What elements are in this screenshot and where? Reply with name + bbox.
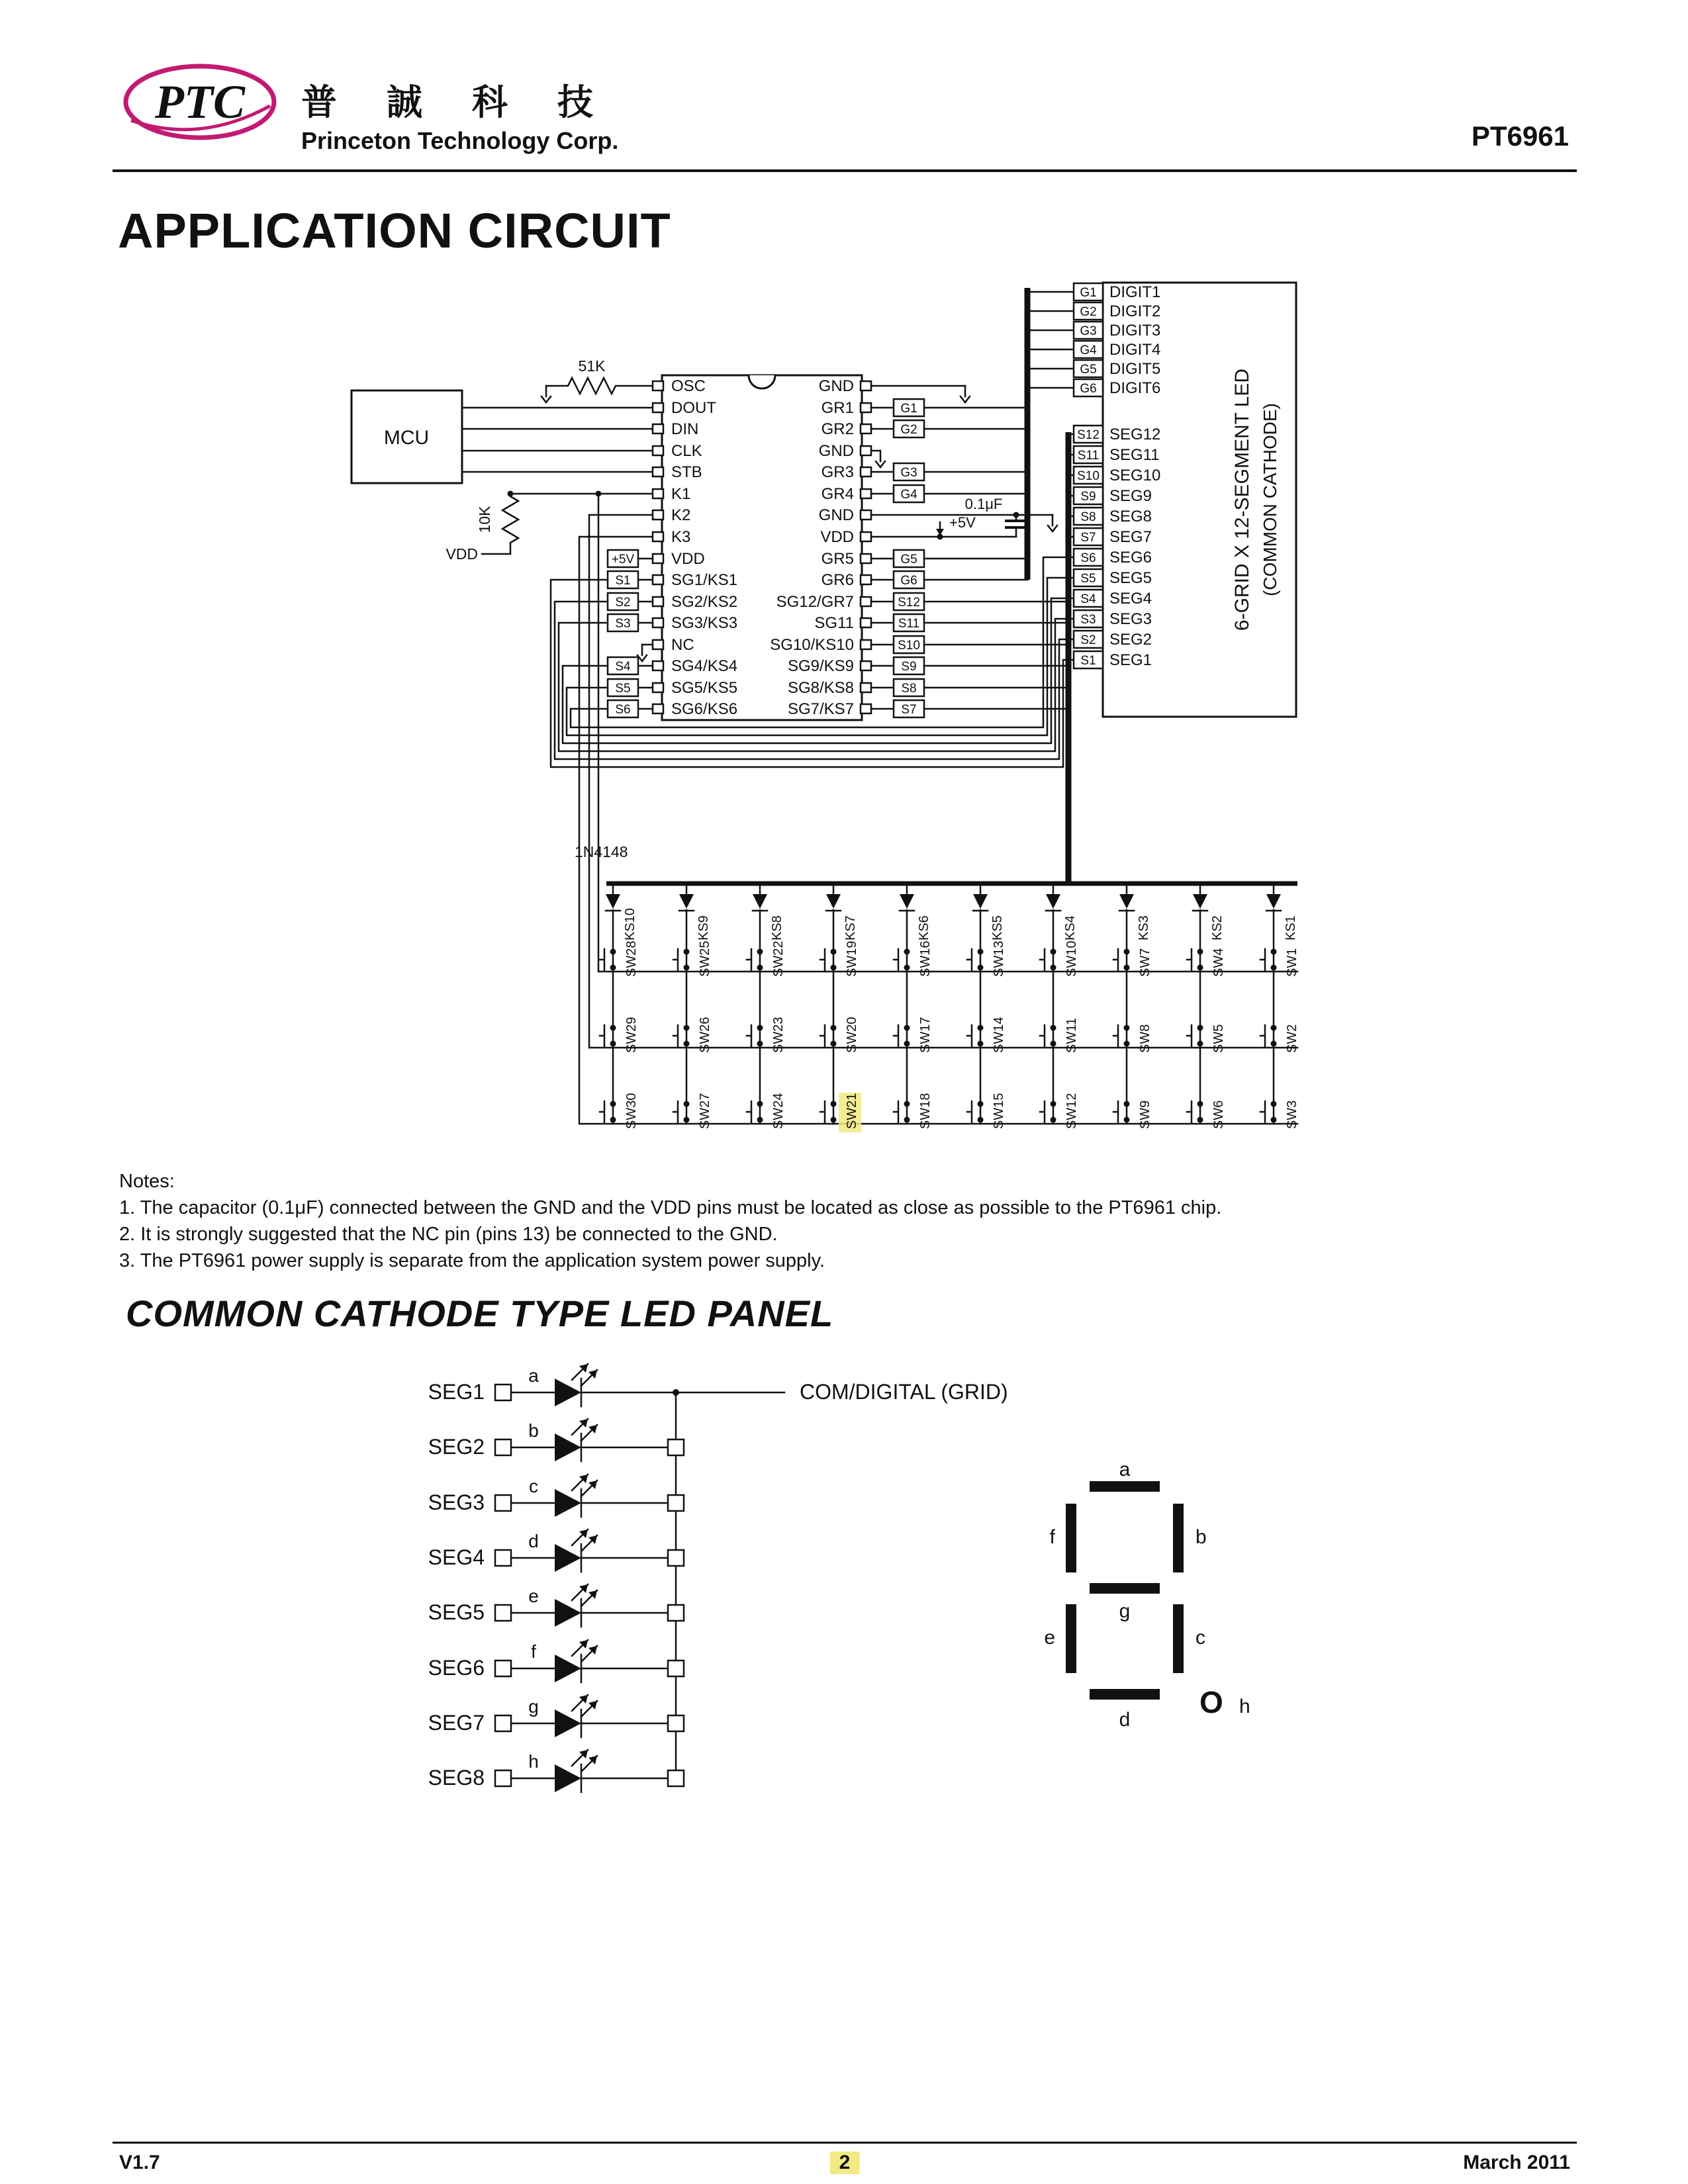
company-logo [119, 60, 285, 152]
led-diode [555, 1750, 597, 1792]
ic-pin-label: GR2 [821, 420, 854, 438]
mcu-block [352, 390, 462, 483]
ks-diode-label: KS6 [917, 915, 931, 940]
ic-left-tags [608, 550, 653, 717]
ks-diode [1266, 894, 1281, 911]
ic-pin-label: VDD [671, 550, 705, 568]
ks-diode-label: KS5 [990, 915, 1005, 940]
footer-version: V1.7 [119, 2152, 160, 2173]
resistor-10k-label: 10K [476, 506, 493, 533]
pin-tag-label: S5 [615, 682, 631, 696]
ks-diode [606, 894, 620, 911]
key-switch-label: SW17 [918, 1017, 933, 1053]
ic-pin-label: K2 [671, 506, 691, 524]
key-switch-label: SW29 [624, 1017, 639, 1053]
wire-bundles [924, 288, 1074, 884]
digit-label: DIGIT6 [1109, 379, 1161, 397]
led-diode [555, 1640, 597, 1682]
pin-tag-label: S4 [1080, 592, 1096, 606]
pin-tag-label: S6 [615, 703, 631, 717]
segment-letter: d [1119, 1709, 1131, 1731]
company-name-cn: 普 誠 科 技 [301, 83, 614, 122]
seg-label: SEG9 [1109, 487, 1152, 505]
key-switch-label: SW18 [918, 1093, 933, 1129]
pin-tag-label: S11 [1077, 449, 1100, 463]
segment-letter: a [528, 1365, 539, 1386]
key-switch-label: SW12 [1064, 1093, 1079, 1129]
pin-tag-label: S8 [901, 682, 917, 696]
pin-tag-label: S12 [898, 596, 920, 610]
ic-pin-label: OSC [671, 377, 706, 395]
capacitor-value: 0.1μF [964, 496, 1003, 512]
pin-tag-label: +5V [611, 553, 635, 567]
pin-tag-label: G5 [900, 553, 917, 567]
section-title-led-panel: COMMON CATHODE TYPE LED PANEL [126, 1293, 834, 1334]
segment-letter: c [1196, 1627, 1205, 1649]
seg-label: SEG12 [1109, 426, 1161, 443]
digit-label: DIGIT3 [1109, 322, 1161, 340]
notes-block [119, 1168, 1602, 1274]
ic-pin-label: SG11 [814, 614, 854, 632]
company-name-en: Princeton Technology Corp. [301, 127, 619, 154]
key-switch-label: SW7 [1138, 948, 1152, 977]
pin-tag-label: G2 [900, 423, 917, 437]
digit-label: DIGIT5 [1109, 360, 1161, 378]
ic-pin-label: GND [818, 442, 854, 460]
key-switch-label: SW5 [1211, 1024, 1226, 1053]
key-switch-label: SW21 [845, 1093, 859, 1129]
ks-diode [679, 894, 694, 911]
ks-diode-label: KS9 [696, 915, 711, 940]
key-switch-label: SW30 [624, 1093, 639, 1129]
footer-date: March 2011 [1463, 2152, 1570, 2173]
mcu-wires [462, 408, 653, 472]
ic-pin-label: SG3/KS3 [671, 614, 738, 632]
ic-pin-label: SG7/KS7 [787, 700, 854, 718]
header-rule [113, 169, 1577, 172]
ic-pin-label: SG6/KS6 [671, 700, 738, 718]
seg-label: SEG1 [1109, 651, 1152, 669]
led-panel-rows [428, 1364, 1008, 1792]
segment-letter: e [528, 1586, 539, 1606]
ic-pin-label: SG5/KS5 [671, 679, 738, 697]
application-circuit-diagram [113, 268, 1609, 1168]
pin-tag-label: S5 [1080, 572, 1096, 586]
matrix-columns [613, 884, 1274, 1124]
pin-tag-label: S4 [615, 660, 631, 674]
ks-diode-label: KS2 [1210, 915, 1225, 940]
led-diode [555, 1584, 597, 1627]
led-diode [555, 1364, 597, 1406]
note-item: 2. It is strongly suggested that the NC pin (pins 13) be connected to the GND. [119, 1224, 778, 1245]
segment-letter: h [1239, 1696, 1250, 1717]
segment-letter: f [1049, 1526, 1055, 1548]
ic-pin-label: VDD [820, 528, 854, 546]
pin-tag-label: G1 [900, 402, 917, 416]
seg-label: SEG5 [1109, 569, 1152, 587]
ic-pin-label: SG12/GR7 [776, 593, 854, 611]
key-switch-label: SW15 [992, 1093, 1006, 1129]
ic-pin-label: GR1 [821, 399, 854, 417]
key-switch-label: SW19 [845, 940, 859, 977]
resistor-51k [541, 357, 653, 402]
key-switch-label: SW14 [992, 1017, 1006, 1053]
ic-pin-label: SG9/KS9 [787, 657, 854, 675]
seg-pin-label: SEG6 [428, 1656, 485, 1680]
ic-pin-label: GR6 [821, 571, 854, 589]
key-switch-label: SW22 [771, 940, 786, 977]
led-diode [555, 1695, 597, 1737]
key-switch-label: SW1 [1285, 948, 1299, 977]
seg-label: SEG3 [1109, 610, 1152, 628]
key-switch-label: SW9 [1138, 1100, 1152, 1129]
pin-tag-label: G6 [1080, 382, 1097, 396]
digit-label: DIGIT2 [1109, 302, 1161, 320]
key-matrix [575, 843, 1299, 1132]
seg-pin-label: SEG2 [428, 1435, 485, 1459]
ks-diode [1046, 894, 1060, 911]
led-diode [555, 1529, 597, 1572]
segment-bars [1071, 1486, 1178, 1694]
led-module-subtitle: (COMMON CATHODE) [1260, 403, 1280, 596]
junction-dot [673, 1389, 679, 1396]
pin-tag-label: G5 [1080, 363, 1097, 377]
ks-diode [1119, 894, 1134, 911]
logo-text: PTC [155, 75, 245, 128]
led-diode [555, 1475, 597, 1517]
key-switch-label: SW4 [1211, 948, 1226, 977]
ic-pin-label: GND [818, 377, 854, 395]
pin-tag-label: S1 [615, 574, 631, 588]
key-switch-label: SW11 [1064, 1018, 1079, 1053]
seg-pin-label: SEG1 [428, 1380, 485, 1404]
seg-pin-label: SEG4 [428, 1545, 485, 1569]
seg-pin-label: SEG5 [428, 1600, 485, 1624]
ic-pin-label: SG2/KS2 [671, 593, 738, 611]
segment-letter: b [1196, 1526, 1207, 1548]
ks-diode-label: KS10 [623, 908, 637, 940]
key-switch-label: SW28 [624, 940, 639, 977]
pin-tag-label: S8 [1080, 510, 1096, 524]
ic-pin-label: GND [818, 506, 854, 524]
segment-letter: h [528, 1751, 539, 1772]
ic-pin-label: DOUT [671, 399, 716, 417]
ic-right-tags [871, 399, 924, 717]
segment-letter: d [528, 1531, 539, 1551]
power-5v [936, 514, 976, 540]
pin-tag-label: S1 [1080, 654, 1096, 668]
seg-pin-label: SEG7 [428, 1711, 485, 1735]
key-switch-label: SW3 [1285, 1100, 1299, 1129]
ks-diode [900, 894, 914, 911]
pin-tag-label: S10 [1077, 469, 1100, 483]
ic-chip [653, 375, 871, 720]
seg-label: SEG4 [1109, 590, 1152, 608]
key-switch-label: SW13 [992, 940, 1006, 977]
key-switch-label: SW16 [918, 940, 933, 977]
pin-tag-label: G3 [1080, 324, 1097, 338]
pin-tag-label: S9 [1080, 490, 1096, 504]
resistor-51k-label: 51K [578, 357, 606, 375]
ic-pin-label: DIN [671, 420, 699, 438]
pin-tag-label: G1 [1080, 286, 1097, 300]
key-switch-label: SW2 [1285, 1024, 1299, 1053]
pin-tag-label: S3 [615, 617, 631, 631]
notes-heading: Notes: [119, 1171, 175, 1192]
page-footer [113, 2142, 1577, 2183]
ic-pin-label: K1 [671, 485, 691, 503]
ic-pin-label: SG8/KS8 [787, 679, 854, 697]
resistor-10k [445, 491, 518, 563]
ks-diode [753, 894, 767, 911]
pin-tag-label: S7 [1080, 531, 1096, 545]
segment-letter: b [528, 1420, 539, 1441]
note-item: 3. The PT6961 power supply is separate from the application system power supply. [119, 1250, 825, 1271]
seg-terminals [495, 1385, 511, 1786]
decimal-point-symbol: O [1199, 1685, 1223, 1719]
pin-tag-label: S10 [898, 639, 920, 653]
segment-letter: g [528, 1696, 539, 1717]
seg-label: SEG10 [1109, 467, 1161, 484]
com-label: COM/DIGITAL (GRID) [800, 1380, 1008, 1404]
ground-icon [961, 386, 970, 402]
pin-tag-label: G4 [900, 488, 917, 502]
ks-diode-label: KS7 [843, 915, 858, 940]
key-switch-label: SW6 [1211, 1100, 1226, 1129]
ks-diode [973, 894, 988, 911]
led-module [1074, 283, 1296, 717]
seven-segment-figure [1044, 1459, 1250, 1731]
pin-tag-label: S7 [901, 703, 917, 717]
seg-label: SEG7 [1109, 528, 1152, 546]
ks-diode-label: KS8 [770, 915, 784, 940]
pin-tag-label: G4 [1080, 343, 1097, 357]
power-5v-label: +5V [949, 514, 976, 531]
seg-pin-label: SEG3 [428, 1490, 485, 1514]
segment-letter: a [1119, 1459, 1131, 1480]
segment-letter: f [531, 1641, 536, 1662]
seg-label: SEG6 [1109, 549, 1152, 567]
pin-tag-label: G3 [900, 466, 917, 480]
pin-tag-label: S11 [898, 617, 920, 631]
ic-pin-label: K3 [671, 528, 691, 546]
ic-pin-label: SG1/KS1 [671, 571, 738, 589]
mcu-label: MCU [383, 427, 430, 449]
vdd-label: VDD [445, 545, 478, 563]
pin-tag-label: S2 [615, 596, 631, 610]
ic-pin-label: STB [671, 463, 702, 481]
ic-pin-label: CLK [671, 442, 702, 460]
key-switch-label: SW24 [771, 1093, 786, 1129]
key-switch-label: SW10 [1064, 940, 1079, 977]
key-switch-label: SW25 [698, 940, 712, 977]
junction-dot [596, 491, 602, 497]
segment-letter: c [529, 1476, 538, 1496]
ks-diode-label: KS1 [1284, 915, 1298, 940]
key-switch-label: SW27 [698, 1093, 712, 1129]
diode-part-label: 1N4148 [575, 843, 628, 860]
key-switch-label: SW26 [698, 1017, 712, 1053]
footer-page-number: 2 [830, 2152, 860, 2174]
ic-pin-label: GR4 [821, 485, 854, 503]
seg-label: SEG8 [1109, 508, 1152, 525]
ic-pin-label: GR5 [821, 550, 854, 568]
seg-label: SEG2 [1109, 631, 1152, 649]
segment-letter: g [1119, 1600, 1131, 1622]
ground-icon [1048, 515, 1057, 531]
ks-diode-label: KS4 [1063, 915, 1078, 940]
segment-letter: e [1044, 1627, 1055, 1649]
ground-icon [876, 451, 885, 467]
ks-diode [826, 894, 841, 911]
ic-pin-label: SG10/KS10 [770, 636, 854, 654]
pin-tag-label: G6 [900, 574, 917, 588]
digit-label: DIGIT4 [1109, 341, 1161, 359]
pin-tag-label: S3 [1080, 613, 1096, 627]
ks-diode-label: KS3 [1137, 915, 1151, 940]
led-module-title: 6-GRID X 12-SEGMENT LED [1231, 368, 1253, 631]
pin-tag-label: S6 [1080, 551, 1096, 565]
seg-pin-label: SEG8 [428, 1766, 485, 1790]
key-switch-label: SW20 [845, 1017, 859, 1053]
pin-tag-label: S9 [901, 660, 917, 674]
key-switch-label: SW8 [1138, 1024, 1152, 1053]
ks-diode [1193, 894, 1207, 911]
note-item: 1. The capacitor (0.1μF) connected between the GND and the VDD pins must be located as close as possible to the PT6961 chip. [119, 1197, 1222, 1218]
digit-label: DIGIT1 [1109, 283, 1161, 301]
led-panel-diagram [371, 1350, 1324, 1840]
ground-icon [541, 386, 551, 402]
part-number: PT6961 [1471, 120, 1569, 152]
seg-label: SEG11 [1109, 446, 1160, 464]
pin-tag-label: S2 [1080, 633, 1096, 647]
ic-pin-label: NC [671, 636, 694, 654]
ic-pin-label: SG4/KS4 [671, 657, 738, 675]
page-title: APPLICATION CIRCUIT [118, 203, 671, 258]
pin-tag-label: G2 [1080, 305, 1097, 319]
ic-pin-label: GR3 [821, 463, 854, 481]
key-switch-label: SW23 [771, 1017, 786, 1053]
led-diode [555, 1419, 597, 1461]
pin-tag-label: S12 [1077, 428, 1100, 442]
